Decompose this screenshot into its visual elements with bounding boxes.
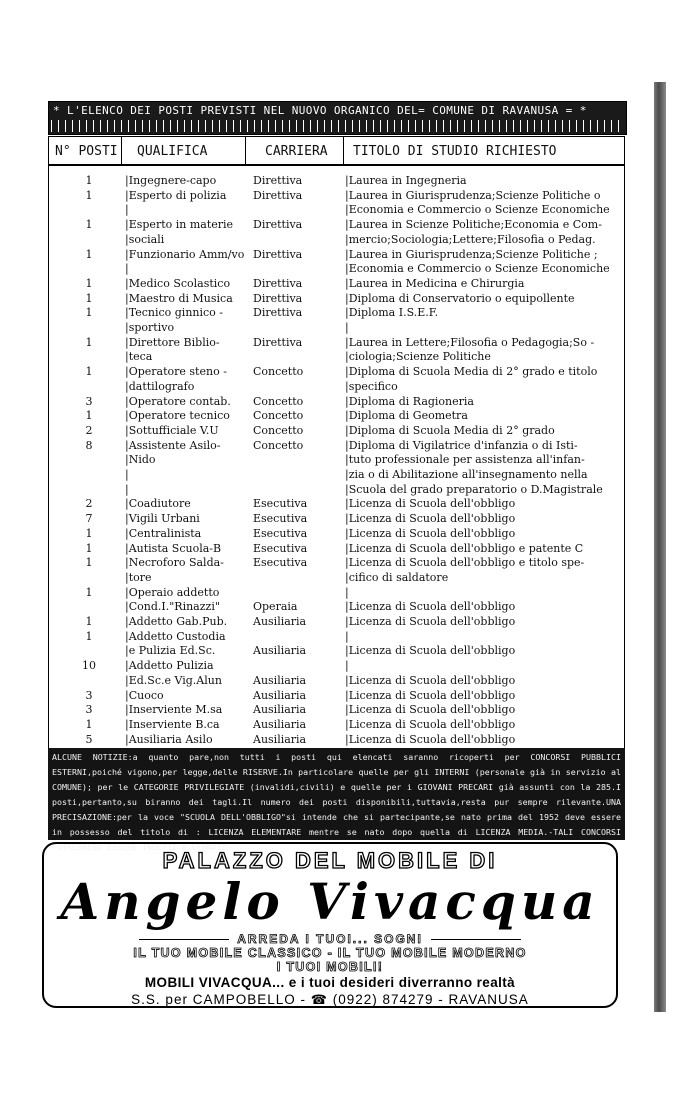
titolo-cell: | specifico xyxy=(345,380,623,395)
table-row xyxy=(49,453,624,468)
table-row xyxy=(49,483,624,498)
table-row xyxy=(49,497,624,512)
carriera-cell: Esecutiva xyxy=(253,556,308,570)
titolo-cell: | Laurea in Ingegneria xyxy=(345,174,623,189)
qualifica-cell: | Operaio addetto xyxy=(125,586,243,601)
posti-cell: 1 xyxy=(85,291,93,305)
titolo-cell: | Diploma di Ragioneria xyxy=(345,395,623,410)
qualifica-cell: | Inserviente B.ca xyxy=(125,718,243,733)
ad-phone: (0922) 874279 - RAVANUSA xyxy=(332,992,529,1007)
posti-cell: 1 xyxy=(85,556,93,570)
ad-mobile-line-1: IL TUO MOBILE CLASSICO - IL TUO MOBILE MODERNO xyxy=(133,946,527,960)
qualifica-cell: | Cond.I."Rinazzi" xyxy=(125,600,243,615)
titolo-cell: | Licenza di Scuola dell'obbligo xyxy=(345,615,623,630)
qualifica-cell: | Addetto Custodia xyxy=(125,630,243,645)
qualifica-cell: | Necroforo Salda- xyxy=(125,556,243,571)
titolo-cell: | Licenza di Scuola dell'obbligo xyxy=(345,600,623,615)
table-row xyxy=(49,556,624,571)
qualifica-cell: | Inserviente M.sa xyxy=(125,703,243,718)
posti-cell: 1 xyxy=(85,585,93,599)
table-row xyxy=(49,174,624,189)
carriera-cell: Concetto xyxy=(253,438,304,452)
table-row xyxy=(49,718,624,733)
table-row xyxy=(49,586,624,601)
table-row xyxy=(49,630,624,645)
qualifica-cell: | Sottufficiale V.U xyxy=(125,424,243,439)
table-row xyxy=(49,350,624,365)
carriera-cell: Concetto xyxy=(253,409,304,423)
qualifica-cell: | Tecnico ginnico - xyxy=(125,306,243,321)
titolo-cell: | Laurea in Scienze Politiche;Economia e Com- xyxy=(345,218,623,233)
table-row xyxy=(49,277,624,292)
carriera-cell: Direttiva xyxy=(253,247,303,261)
qualifica-cell: | Ed.Sc.e Vig.Alun xyxy=(125,674,243,689)
carriera-cell: Ausiliaria xyxy=(253,688,307,702)
titolo-cell: | Licenza di Scuola dell'obbligo xyxy=(345,674,623,689)
titolo-cell: | zia o di Abilitazione all'insegnamento nella xyxy=(345,468,623,483)
table-row xyxy=(49,527,624,542)
table-row xyxy=(49,365,624,380)
posti-cell: 1 xyxy=(85,188,93,202)
table-row xyxy=(49,292,624,307)
titolo-cell: | Diploma di Conservatorio o equipollente xyxy=(345,292,623,307)
phone-icon: ☎ xyxy=(310,992,328,1007)
table-row xyxy=(49,424,624,439)
qualifica-cell: | Nido xyxy=(125,453,243,468)
posti-cell: 1 xyxy=(85,174,93,187)
titolo-cell: | Licenza di Scuola dell'obbligo xyxy=(345,527,623,542)
titolo-cell: | Licenza di Scuola dell'obbligo xyxy=(345,644,623,659)
titolo-cell xyxy=(345,659,623,674)
ad-brand-name: Angelo Vivacqua xyxy=(60,872,600,931)
qualifica-cell: | Medico Scolastico xyxy=(125,277,243,292)
table-row xyxy=(49,380,624,395)
posti-cell: 1 xyxy=(85,306,93,320)
table-row xyxy=(49,659,624,674)
qualifica-cell xyxy=(125,483,243,498)
carriera-cell: Ausiliaria xyxy=(253,644,307,658)
posti-table xyxy=(48,166,625,748)
qualifica-cell: | Assistente Asilo- xyxy=(125,439,243,454)
ad-address-line xyxy=(44,992,616,1008)
titolo-cell: | cifico di saldatore xyxy=(345,571,623,586)
qualifica-cell: | dattilografo xyxy=(125,380,243,395)
titolo-cell: | tuto professionale per assistenza all'infan- xyxy=(345,453,623,468)
carriera-cell: Ausiliaria xyxy=(253,615,307,628)
qualifica-cell: | Addetto Pulizia xyxy=(125,659,243,674)
table-row xyxy=(49,468,624,483)
titolo-cell: | Scuola del grado preparatorio o D.Magistrale xyxy=(345,483,623,498)
page-edge-shadow xyxy=(654,82,666,1012)
posti-cell: 1 xyxy=(85,218,93,232)
table-row xyxy=(49,703,624,718)
qualifica-cell: | Addetto Gab.Pub. xyxy=(125,615,243,630)
table-row xyxy=(49,395,624,410)
qualifica-cell: | Esperto in materie xyxy=(125,218,243,233)
posti-cell: 8 xyxy=(85,438,93,452)
posti-cell: 3 xyxy=(85,703,93,717)
posti-cell: 2 xyxy=(85,423,93,437)
carriera-cell: Esecutiva xyxy=(253,512,308,526)
carriera-cell: Ausiliaria xyxy=(253,717,307,731)
posti-cell: 3 xyxy=(85,394,93,408)
posti-cell: 2 xyxy=(85,497,93,511)
posti-cell: 1 xyxy=(85,276,93,290)
advertisement xyxy=(42,842,618,1008)
titolo-cell: | Economia e Commercio o Scienze Economiche xyxy=(345,203,623,218)
carriera-cell: Ausiliaria xyxy=(253,732,307,746)
qualifica-cell: | sociali xyxy=(125,233,243,248)
titolo-cell: | ciologia;Scienze Politiche xyxy=(345,350,623,365)
qualifica-cell: | tore xyxy=(125,571,243,586)
column-divider xyxy=(121,137,122,164)
posti-cell: 1 xyxy=(85,335,93,349)
table-row xyxy=(49,336,624,351)
table-row xyxy=(49,409,624,424)
posti-cell: 1 xyxy=(85,247,93,261)
qualifica-cell xyxy=(125,262,243,277)
posti-cell: 5 xyxy=(85,732,93,746)
titolo-cell: | Licenza di Scuola dell'obbligo e patente C xyxy=(345,542,623,557)
column-header-posti: N° POSTI xyxy=(55,144,118,159)
table-row xyxy=(49,439,624,454)
qualifica-cell: | Ingegnere-capo xyxy=(125,174,243,189)
table-row xyxy=(49,600,624,615)
table-row xyxy=(49,203,624,218)
titolo-cell: | Laurea in Giurisprudenza;Scienze Politiche ; xyxy=(345,248,623,263)
posti-cell: 10 xyxy=(82,659,96,673)
qualifica-cell: | Operatore contab. xyxy=(125,395,243,410)
carriera-cell: Esecutiva xyxy=(253,526,308,540)
qualifica-cell: | Autista Scuola-B xyxy=(125,542,243,557)
titolo-cell: | Licenza di Scuola dell'obbligo xyxy=(345,689,623,704)
table-row xyxy=(49,689,624,704)
notes-text: ALCUNE NOTIZIE:a quanto pare,non tutti i posti qui elencati saranno ricoperti per CONCORSI PUBBLICI ESTERNI,poiché vigono,per legge,delle RISERVE.In particolare quelle per gli INTERNI (personale già in servizio al COMUNE); per le CATEGORIE PRIVILEGIATE (invalidi,civili) e quelle per i GIOVANI PRECARI già assunti con la 285.I posti,pertanto,su biranno dei tagli.Il numero dei posti disponibili,tuttavia,resta pur sempre rilevante.UNA PRECISAZIONE:per la voce "SCUOLA DELL'OBBLIGO"si intende che si partecipante,se nato prima del 1952 deve essere in possesso del titolo di : LICENZA ELEMENTARE mentre se nato dopo quella di LICENZA MEDIA.-TALI CONCORSI POTREBBERO ESSERE INDETTI A GENNAIO- xyxy=(52,752,621,852)
column-header-qualifica: QUALIFICA xyxy=(137,144,208,159)
ad-address: S.S. per CAMPOBELLO - xyxy=(131,992,306,1007)
table-header xyxy=(48,136,625,166)
qualifica-cell xyxy=(125,468,243,483)
qualifica-cell: | Maestro di Musica xyxy=(125,292,243,307)
qualifica-cell: | sportivo xyxy=(125,321,243,336)
titolo-cell: | Laurea in Giurisprudenza;Scienze Politiche o xyxy=(345,189,623,204)
qualifica-cell: | Direttore Biblio- xyxy=(125,336,243,351)
posti-cell: 1 xyxy=(85,526,93,540)
table-row xyxy=(49,644,624,659)
carriera-cell: Esecutiva xyxy=(253,497,308,511)
qualifica-cell: | e Pulizia Ed.Sc. xyxy=(125,644,243,659)
table-row xyxy=(49,571,624,586)
header-title: * L'ELENCO DEI POSTI PREVISTI NEL NUOVO ORGANICO DEL= COMUNE DI RAVANUSA = * xyxy=(53,104,587,117)
qualifica-cell: | Vigili Urbani xyxy=(125,512,243,527)
qualifica-cell: | Cuoco xyxy=(125,689,243,704)
table-row xyxy=(49,248,624,263)
posti-cell: 1 xyxy=(85,541,93,555)
ad-arreda-tagline: ARREDA I TUOI... SOGNI xyxy=(44,932,616,946)
titolo-cell xyxy=(345,586,623,601)
header-band xyxy=(48,101,627,135)
titolo-cell: | Diploma di Scuola Media di 2° grado e titolo xyxy=(345,365,623,380)
posti-cell: 1 xyxy=(85,615,93,628)
posti-cell: 7 xyxy=(85,512,93,526)
column-header-titolo: TITOLO DI STUDIO RICHIESTO xyxy=(353,144,557,159)
titolo-cell: | Laurea in Medicina e Chirurgia xyxy=(345,277,623,292)
table-row xyxy=(49,218,624,233)
posti-cell: 1 xyxy=(85,717,93,731)
table-row xyxy=(49,615,624,630)
carriera-cell: Concetto xyxy=(253,394,304,408)
notes-box xyxy=(48,748,625,852)
titolo-cell: | Diploma di Geometra xyxy=(345,409,623,424)
carriera-cell: Direttiva xyxy=(253,188,303,202)
qualifica-cell: | Centralinista xyxy=(125,527,243,542)
posti-cell: 1 xyxy=(85,365,93,379)
titolo-cell: | Licenza di Scuola dell'obbligo xyxy=(345,512,623,527)
titolo-cell: | Economia e Commercio o Scienze Economiche xyxy=(345,262,623,277)
carriera-cell: Direttiva xyxy=(253,174,303,187)
titolo-cell: | Diploma di Vigilatrice d'infanzia o di Isti- xyxy=(345,439,623,454)
carriera-cell: Concetto xyxy=(253,423,304,437)
titolo-cell: | Licenza di Scuola dell'obbligo xyxy=(345,733,623,748)
titolo-cell xyxy=(345,321,623,336)
titolo-cell: | Laurea in Lettere;Filosofia o Pedagogia;So - xyxy=(345,336,623,351)
titolo-cell xyxy=(345,630,623,645)
carriera-cell: Direttiva xyxy=(253,276,303,290)
titolo-cell: | mercio;Sociologia;Lettere;Filosofia o Pedag. xyxy=(345,233,623,248)
qualifica-cell: | Operatore tecnico xyxy=(125,409,243,424)
table-row xyxy=(49,674,624,689)
carriera-cell: Ausiliaria xyxy=(253,673,307,687)
column-divider xyxy=(343,137,344,164)
titolo-cell: | Licenza di Scuola dell'obbligo xyxy=(345,497,623,512)
header-ruler-decoration xyxy=(51,120,624,132)
table-row xyxy=(49,233,624,248)
qualifica-cell: | Funzionario Amm/vo xyxy=(125,248,243,263)
ad-palazzo-title: PALAZZO DEL MOBILE DI xyxy=(162,848,498,873)
qualifica-cell: | Operatore steno - xyxy=(125,365,243,380)
table-row xyxy=(49,542,624,557)
posti-cell: 1 xyxy=(85,409,93,423)
qualifica-cell: | Coadiutore xyxy=(125,497,243,512)
column-header-carriera: CARRIERA xyxy=(265,144,328,159)
titolo-cell: | Diploma di Scuola Media di 2° grado xyxy=(345,424,623,439)
table-row xyxy=(49,262,624,277)
carriera-cell: Concetto xyxy=(253,365,304,379)
carriera-cell: Ausiliaria xyxy=(253,703,307,717)
table-row xyxy=(49,512,624,527)
qualifica-cell xyxy=(125,203,243,218)
qualifica-cell: | Ausiliaria Asilo xyxy=(125,733,243,748)
carriera-cell: Esecutiva xyxy=(253,541,308,555)
table-row xyxy=(49,306,624,321)
titolo-cell: | Licenza di Scuola dell'obbligo xyxy=(345,703,623,718)
qualifica-cell: | teca xyxy=(125,350,243,365)
qualifica-cell: | Esperto di polizia xyxy=(125,189,243,204)
carriera-cell: Direttiva xyxy=(253,306,303,320)
ad-mobile-line-2: I TUOI MOBILI! xyxy=(276,960,384,974)
column-divider xyxy=(245,137,246,164)
titolo-cell: | Diploma I.S.E.F. xyxy=(345,306,623,321)
table-row xyxy=(49,733,624,748)
table-row xyxy=(49,189,624,204)
ad-slogan: MOBILI VIVACQUA... e i tuoi desideri diverranno realtà xyxy=(144,975,516,990)
carriera-cell: Operaia xyxy=(253,600,298,614)
carriera-cell: Direttiva xyxy=(253,218,303,232)
posti-cell: 1 xyxy=(85,629,93,643)
carriera-cell: Direttiva xyxy=(253,335,303,349)
table-row xyxy=(49,321,624,336)
titolo-cell: | Licenza di Scuola dell'obbligo e titolo spe- xyxy=(345,556,623,571)
carriera-cell: Direttiva xyxy=(253,291,303,305)
posti-cell: 3 xyxy=(85,688,93,702)
titolo-cell: | Licenza di Scuola dell'obbligo xyxy=(345,718,623,733)
